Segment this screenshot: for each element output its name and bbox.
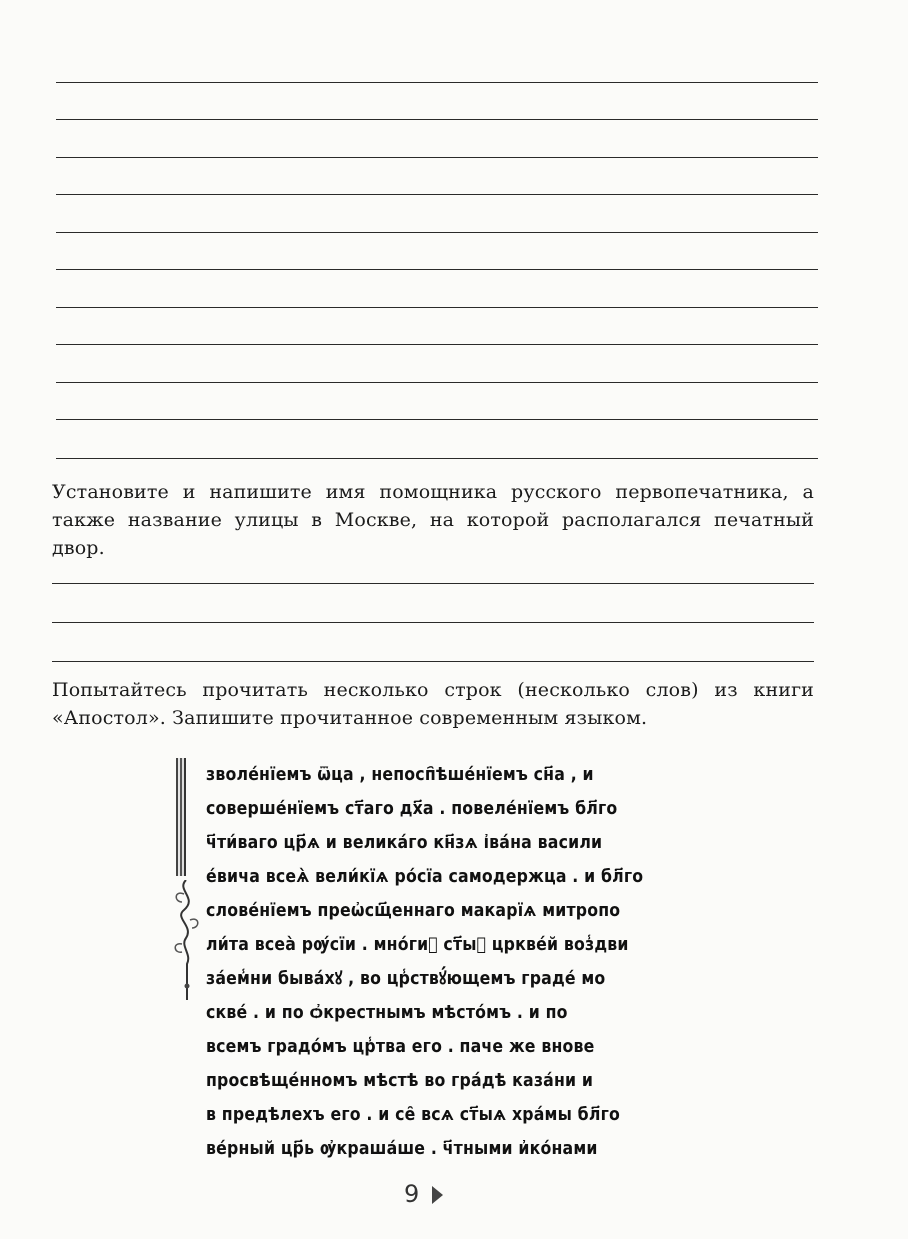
task-1-text: Установите и напишите имя помощника русского первопечатника, а также название улицы в Москве, на которой располагался печатный двор. <box>52 481 814 559</box>
manuscript-line: просвѣще́нномъ мѣстѣ во гра́дѣ каза́ни и <box>206 1071 594 1091</box>
manuscript-line: всемъ градо́мъ цр̾тва его . паче же внове <box>206 1037 595 1057</box>
answer-line[interactable] <box>52 622 814 623</box>
manuscript-line: ве́рный цр҃ь ѹ҆краша́ше . ч҃тными и҆ко́нами <box>206 1139 598 1159</box>
manuscript-line: за́ем̾ни быва́хꙋ , во цр̾ствꙋ́ющемъ граде́ мо <box>206 969 606 989</box>
task-2-text: Попытайтесь прочитать несколько строк (несколько слов) из книги «Апостол». Запишите прочитанное современным языком. <box>52 679 814 729</box>
answer-line[interactable] <box>52 661 814 662</box>
answer-line[interactable] <box>56 458 818 459</box>
manuscript-line: зволе́нїемъ ѿца , непосп҄ѣше́нїемъ сн҃а , и <box>206 765 594 785</box>
answer-line[interactable] <box>56 307 818 308</box>
answer-line[interactable] <box>56 157 818 158</box>
manuscript-line: соверше́нїемъ ст҃аго дх҃а . повеле́нїемъ бл҃го <box>206 799 618 819</box>
page-number: 9 <box>404 1180 420 1208</box>
answer-line[interactable] <box>56 269 818 270</box>
manuscript-line: ли́та всеа̀ рѹ́сїи . мно́гиⷯ ст҃ыⷯ цркве́й воз̾дви <box>206 935 629 955</box>
page-arrow-icon <box>432 1186 443 1204</box>
answer-line[interactable] <box>56 232 818 233</box>
manuscript-line: ч҃ти́ваго цр҃ѧ и велика́го кн҃зѧ і҆ва́на васили <box>206 833 603 853</box>
answer-line[interactable] <box>56 382 818 383</box>
answer-line[interactable] <box>56 82 818 83</box>
answer-line[interactable] <box>56 344 818 345</box>
answer-line[interactable] <box>56 119 818 120</box>
manuscript-line: е́вича всеѧ̀ вели́кїѧ ро́сїа самодержца . и бл҃го <box>206 867 644 887</box>
floral-ornament-icon <box>172 880 202 1000</box>
answer-line[interactable] <box>52 583 814 584</box>
apostol-manuscript-excerpt <box>172 752 672 1172</box>
answer-line[interactable] <box>56 194 818 195</box>
answer-line[interactable] <box>56 419 818 420</box>
manuscript-line: скве́ . и по ѻ҆крестнымъ мѣсто́мъ . и по <box>206 1003 568 1023</box>
manuscript-line: слове́нїемъ преѡ҆сщ҃еннаго макарїѧ митропо <box>206 901 621 921</box>
manuscript-line: в предѣлехъ его . и се̑ всѧ ст҃ыѧ хра́мы бл҃го <box>206 1105 620 1125</box>
initial-letter-decoration <box>176 758 186 876</box>
